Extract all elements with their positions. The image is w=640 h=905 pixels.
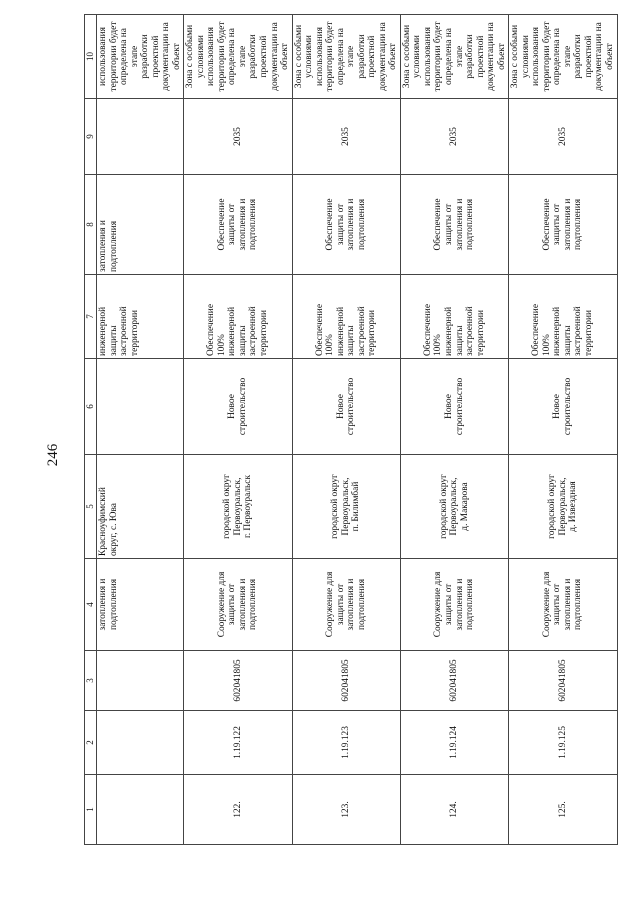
zone-cell: использования территории будет определена на этапе разработки проектной документации на объект: [97, 15, 184, 99]
column-number: 8: [85, 175, 97, 275]
column-number: 2: [85, 711, 97, 775]
row-number: 124.: [400, 775, 508, 845]
table-row: [292, 15, 400, 845]
purpose-cell: Обеспечение 100% инженерной защиты застроенной территории: [509, 275, 617, 359]
objects-table: [84, 14, 618, 845]
characteristics-cell: Обеспечение защиты от затопления и подтопления: [184, 175, 292, 275]
column-number-row: [85, 15, 97, 845]
empty-cell: [97, 359, 184, 455]
object-name-cell: Сооружение для защиты от затопления и подтопления: [400, 559, 508, 651]
object-name-cell: Сооружение для защиты от затопления и подтопления: [509, 559, 617, 651]
row-number: 122.: [184, 775, 292, 845]
purpose-cell: инженерной защиты застроенной территории: [97, 275, 184, 359]
table-row: [400, 15, 508, 845]
characteristics-cell: Обеспечение защиты от затопления и подтопления: [292, 175, 400, 275]
status-cell: Новое строительство: [400, 359, 508, 455]
location-cell: городской округ Первоуральск, д. Макарова: [400, 455, 508, 559]
empty-cell: [97, 99, 184, 175]
column-number: 10: [85, 15, 97, 99]
column-number: 1: [85, 775, 97, 845]
object-code: 1.19.124: [400, 711, 508, 775]
object-name-cell: Сооружение для защиты от затопления и подтопления: [184, 559, 292, 651]
year-cell: 2035: [292, 99, 400, 175]
year-cell: 2035: [509, 99, 617, 175]
continuation-row: [97, 15, 184, 845]
status-cell: Новое строительство: [184, 359, 292, 455]
location-cell: городской округ Первоуральск, г. Первоуральск: [184, 455, 292, 559]
column-number: 9: [85, 99, 97, 175]
column-number: 4: [85, 559, 97, 651]
column-number: 6: [85, 359, 97, 455]
status-cell: Новое строительство: [509, 359, 617, 455]
object-code: 1.19.123: [292, 711, 400, 775]
characteristics-cell: Обеспечение защиты от затопления и подтопления: [509, 175, 617, 275]
page-number: 246: [44, 443, 61, 467]
status-cell: Новое строительство: [292, 359, 400, 455]
object-name-cell: Сооружение для защиты от затопления и подтопления: [292, 559, 400, 651]
column-number: 5: [85, 455, 97, 559]
characteristics-cell: затопления и подтопления: [97, 175, 184, 275]
zone-cell: Зона с особыми условиями использования территории будет определена на этапе разработки проектной документации на объект: [509, 15, 617, 99]
type-code: 602041805: [184, 651, 292, 711]
column-number: 3: [85, 651, 97, 711]
zone-cell: Зона с особыми условиями использования территории будет определена на этапе разработки проектной документации на объект: [292, 15, 400, 99]
location-cell: городской округ Первоуральск, д. Извездная: [509, 455, 617, 559]
year-cell: 2035: [400, 99, 508, 175]
purpose-cell: Обеспечение 100% инженерной защиты застроенной территории: [292, 275, 400, 359]
zone-cell: Зона с особыми условиями использования территории будет определена на этапе разработки проектной документации на объект: [184, 15, 292, 99]
location-cell: Красноуфимский округ, с. Юва: [97, 455, 184, 559]
table-row: [509, 15, 617, 845]
type-code: 602041805: [509, 651, 617, 711]
column-number: 7: [85, 275, 97, 359]
purpose-cell: Обеспечение 100% инженерной защиты застроенной территории: [400, 275, 508, 359]
empty-cell: [97, 711, 184, 775]
row-number: 123.: [292, 775, 400, 845]
characteristics-cell: Обеспечение защиты от затопления и подтопления: [400, 175, 508, 275]
zone-cell: Зона с особыми условиями использования территории будет определена на этапе разработки проектной документации на объект: [400, 15, 508, 99]
year-cell: 2035: [184, 99, 292, 175]
type-code: 602041805: [292, 651, 400, 711]
rotated-table-wrapper: [84, 15, 615, 845]
table-row: [184, 15, 292, 845]
empty-cell: [97, 775, 184, 845]
type-code: 602041805: [400, 651, 508, 711]
empty-cell: [97, 651, 184, 711]
object-name-cell: затопления и подтопления: [97, 559, 184, 651]
object-code: 1.19.122: [184, 711, 292, 775]
location-cell: городской округ Первоуральск, п. Билимбай: [292, 455, 400, 559]
purpose-cell: Обеспечение 100% инженерной защиты застроенной территории: [184, 275, 292, 359]
row-number: 125.: [509, 775, 617, 845]
object-code: 1.19.125: [509, 711, 617, 775]
